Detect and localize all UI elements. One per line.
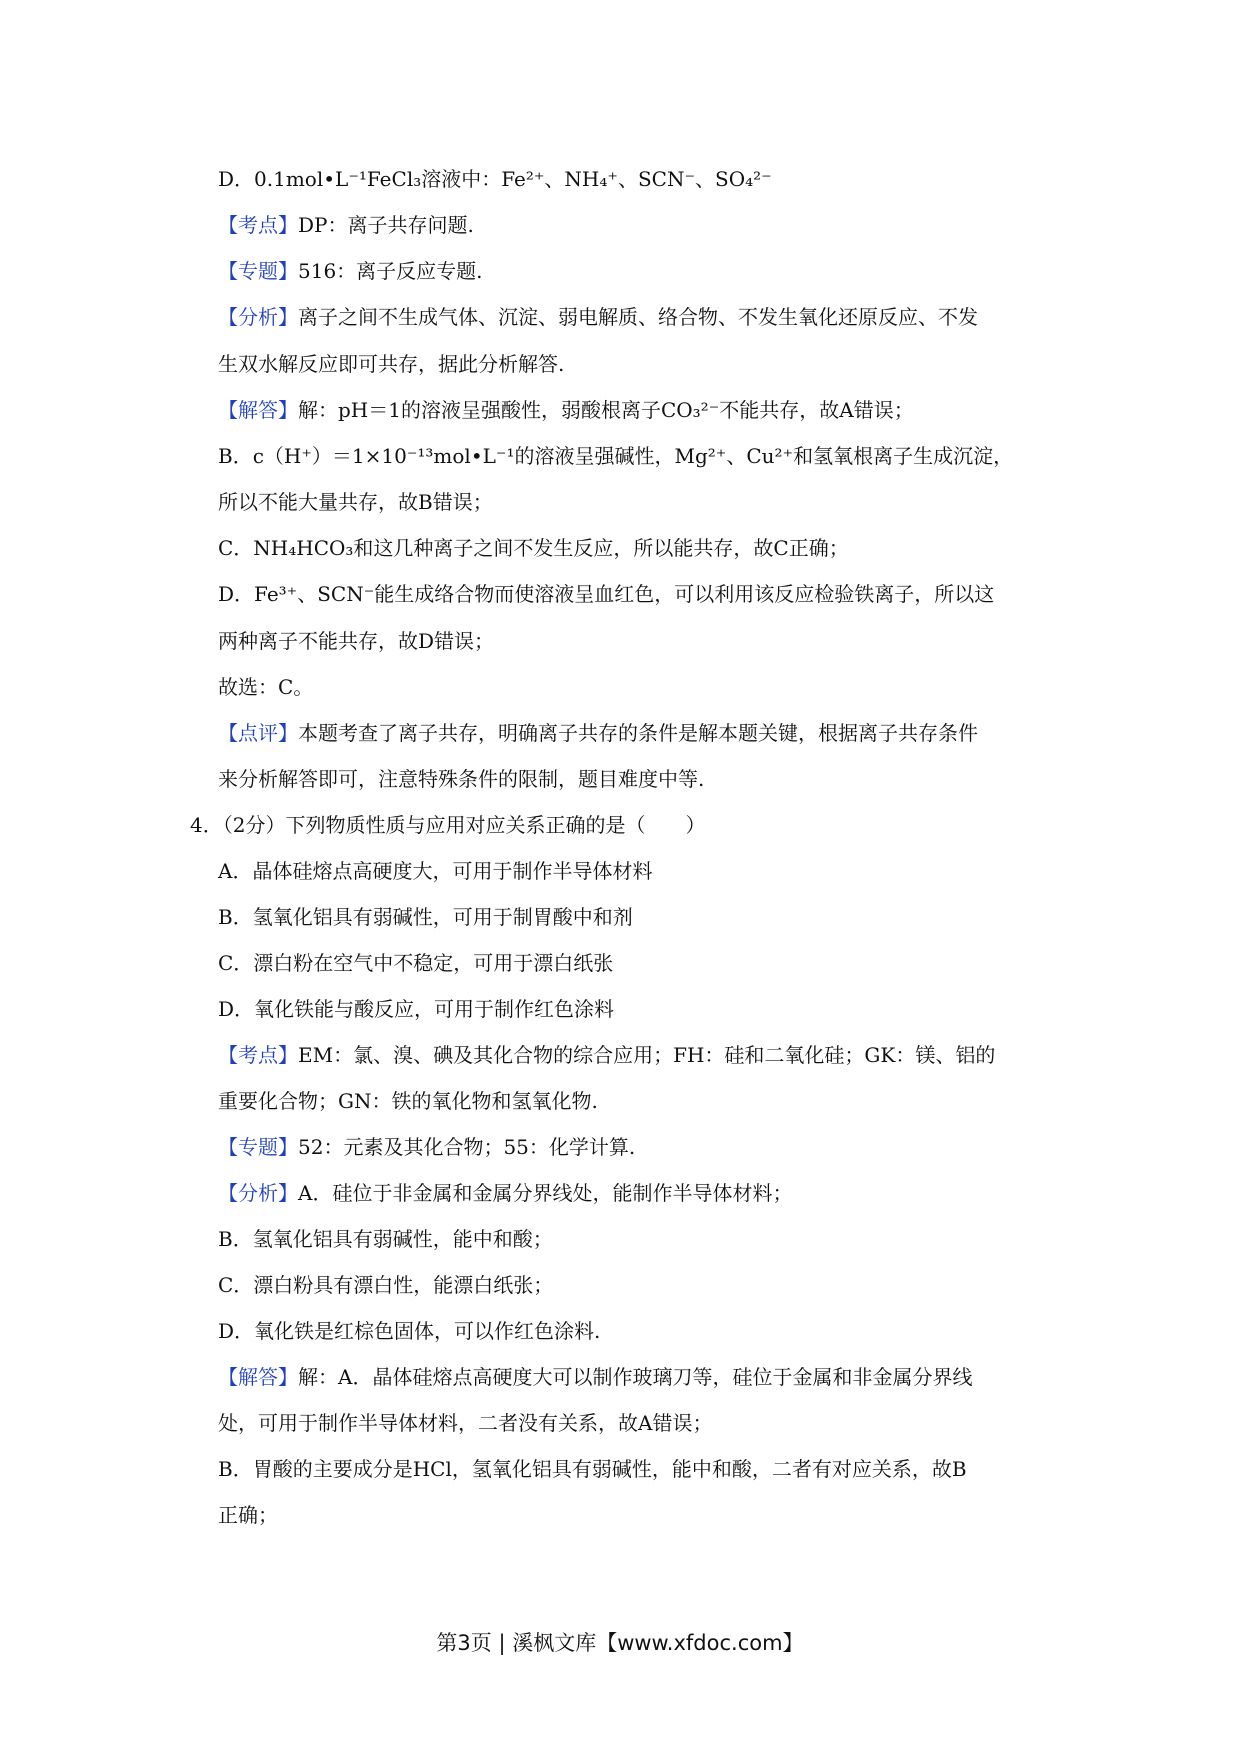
text-line <box>218 304 978 330</box>
page-footer: 第3页 | 溪枫文库【www.xfdoc.com】 <box>436 1631 804 1655</box>
text-line <box>218 351 564 377</box>
line-text: 正确； <box>218 1503 278 1527</box>
line-text: 本题考查了离子共存，明确离子共存的条件是解本题关键，根据离子共存条件 <box>298 721 978 745</box>
line-text: D．Fe³⁺、SCN⁻能生成络合物而使溶液呈血红色，可以利用该反应检验铁离子，所以这 <box>218 582 995 606</box>
text-line <box>218 1456 967 1482</box>
text-line <box>218 397 914 423</box>
line-text: A．硅位于非金属和金属分界线处，能制作半导体材料； <box>298 1181 793 1205</box>
section-tag: 【解答】 <box>218 1365 298 1389</box>
line-text: EM：氯、溴、碘及其化合物的综合应用；FH：硅和二氧化硅；GK：镁、铝的 <box>298 1043 996 1067</box>
line-text: B．氢氧化铝具有弱碱性，能中和酸； <box>218 1227 553 1251</box>
text-line <box>218 443 1013 469</box>
section-tag: 【考点】 <box>218 1043 298 1067</box>
text-line <box>218 1410 712 1436</box>
text-line <box>218 581 994 607</box>
text-line <box>218 1272 553 1298</box>
line-text: 两种离子不能共存，故D错误； <box>218 629 495 653</box>
line-text: A．晶体硅熔点高硬度大，可用于制作半导体材料 <box>218 859 653 883</box>
text-line <box>218 628 494 654</box>
section-tag: 【解答】 <box>218 398 298 422</box>
text-line <box>218 212 474 238</box>
text-line <box>218 858 652 884</box>
line-text: B．胃酸的主要成分是HCl，氢氧化铝具有弱碱性，能中和酸，二者有对应关系，故B <box>218 1457 967 1481</box>
section-tag: 【分析】 <box>218 1181 298 1205</box>
text-line <box>218 1502 278 1528</box>
text-line <box>218 1134 635 1160</box>
line-text: C．漂白粉具有漂白性，能漂白纸张； <box>218 1273 554 1297</box>
text-line <box>218 535 849 561</box>
line-text: DP：离子共存问题. <box>298 213 474 237</box>
text-line <box>218 1180 792 1206</box>
line-text: 故选：C。 <box>218 675 314 699</box>
text-line <box>218 904 633 930</box>
text-line <box>218 258 483 284</box>
text-line <box>218 489 493 515</box>
text-line <box>218 1226 553 1252</box>
text-line <box>218 166 772 192</box>
line-text: 离子之间不生成气体、沉淀、弱电解质、络合物、不发生氧化还原反应、不发 <box>298 305 978 329</box>
line-text: 解：pH＝1的溶液呈强酸性，弱酸根离子CO₃²⁻不能共存，故A错误； <box>298 398 914 422</box>
line-text: 4．（2分）下列物质性质与应用对应关系正确的是（ ） <box>190 813 706 837</box>
line-text: 重要化合物；GN：铁的氧化物和氢氧化物. <box>218 1089 598 1113</box>
text-line <box>218 766 704 792</box>
text-line <box>218 720 978 746</box>
line-text: 处，可用于制作半导体材料，二者没有关系，故A错误； <box>218 1411 713 1435</box>
section-tag: 【分析】 <box>218 305 298 329</box>
text-line <box>218 996 614 1022</box>
line-text: D．0.1mol•L⁻¹FeCl₃溶液中：Fe²⁺、NH₄⁺、SCN⁻、SO₄²⁻ <box>218 167 772 191</box>
line-text: D．氧化铁是红棕色固体，可以作红色涂料. <box>218 1319 601 1343</box>
line-text: 所以不能大量共存，故B错误； <box>218 490 493 514</box>
line-text: C．漂白粉在空气中不稳定，可用于漂白纸张 <box>218 951 614 975</box>
line-text: 解：A．晶体硅熔点高硬度大可以制作玻璃刀等，硅位于金属和非金属分界线 <box>298 1365 973 1389</box>
section-tag: 【点评】 <box>218 721 298 745</box>
line-text: D．氧化铁能与酸反应，可用于制作红色涂料 <box>218 997 615 1021</box>
section-tag: 【考点】 <box>218 213 298 237</box>
line-text: 52：元素及其化合物；55：化学计算. <box>298 1135 636 1159</box>
text-line <box>218 1364 972 1390</box>
section-tag: 【专题】 <box>218 1135 298 1159</box>
text-line <box>218 1088 598 1114</box>
line-text: 来分析解答即可，注意特殊条件的限制，题目难度中等. <box>218 767 705 791</box>
line-text: 生双水解反应即可共存，据此分析解答. <box>218 352 565 376</box>
line-text: B．c（H⁺）＝1×10⁻¹³mol•L⁻¹的溶液呈强碱性，Mg²⁺、Cu²⁺和氢氧根离子生成沉淀， <box>218 444 1014 468</box>
text-line <box>218 1042 995 1068</box>
text-line <box>218 950 613 976</box>
question-line <box>190 812 705 838</box>
section-tag: 【专题】 <box>218 259 298 283</box>
line-text: B．氢氧化铝具有弱碱性，可用于制胃酸中和剂 <box>218 905 633 929</box>
text-line <box>218 1318 600 1344</box>
line-text: 516：离子反应专题. <box>298 259 483 283</box>
line-text: C．NH₄HCO₃和这几种离子之间不发生反应，所以能共存，故C正确； <box>218 536 849 560</box>
text-line <box>218 674 313 700</box>
